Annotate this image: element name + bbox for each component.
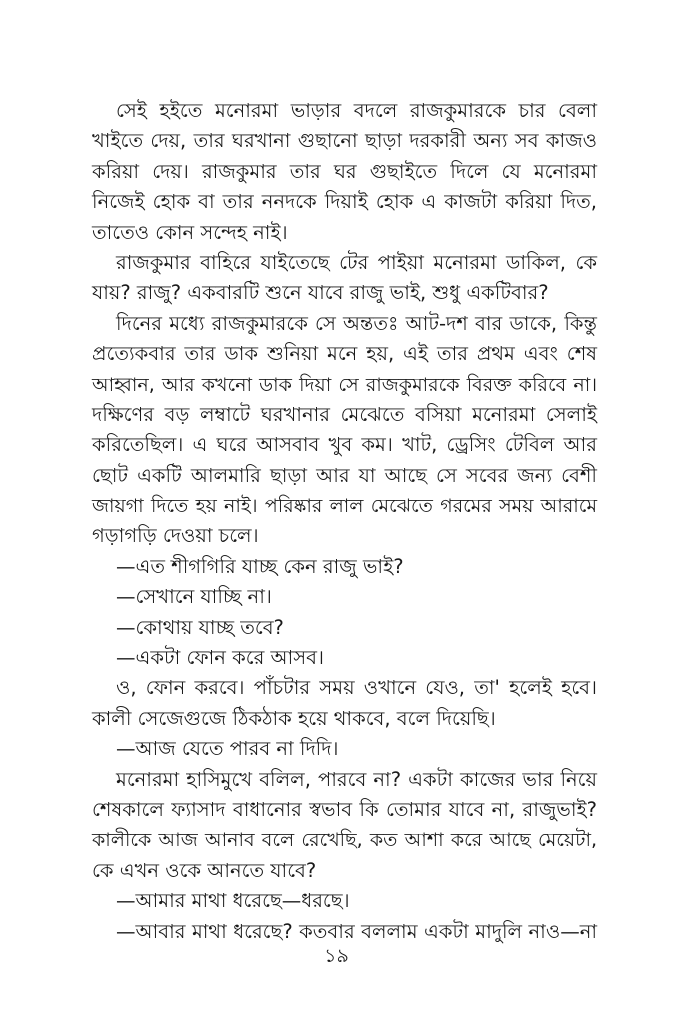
text-line: শেষকালে ফ্যাসাদ বাধানোর স্বভাব কি তোমার যাবে না, রাজুভাই? <box>92 797 597 821</box>
text-line: প্রত্যেকবার তার ডাক শুনিয়া মনে হয়, এই তার প্রথম এবং শেষ <box>92 342 597 366</box>
text-line: সেই হইতে মনোরমা ভাড়ার বদলে রাজকুমারকে চার বেলা <box>116 99 597 122</box>
text-line: করিয়া দেয়। রাজকুমার তার ঘর গুছাইতে দিলে যে মনোরমা <box>92 159 597 183</box>
text-line: —আবার মাথা ধরেছে? কতবার বললাম একটা মাদুলি নাও—না <box>116 919 597 943</box>
text-line: —সেখানে যাচ্ছি না। <box>116 585 272 609</box>
text-line: তাতেও কোন সন্দেহ নাই। <box>92 220 288 244</box>
text-line: কালীকে আজ আনাব বলে রেখেছি, কত আশা করে আছে মেয়েটা, <box>92 829 597 852</box>
text-line: ছোট একটি আলমারি ছাড়া আর যা আছে সে সবের জন্য বেশী <box>92 463 597 487</box>
text-line: গড়াগড়ি দেওয়া চলে। <box>92 524 259 548</box>
text-line: কালী সেজেগুজে ঠিকঠাক হয়ে থাকবে, বলে দিয়েছি। <box>92 706 496 730</box>
text-line: জায়গা দিতে হয় নাই। পরিষ্কার লাল মেঝেতে গরমের সময় আরামে <box>92 495 597 518</box>
text-line: —কোথায় যাচ্ছ তবে? <box>116 615 284 639</box>
text-line: নিজেই হোক বা তার ননদকে দিয়াই হোক এ কাজটা করিয়া দিত, <box>92 190 597 214</box>
text-line: খাইতে দেয়, তার ঘরখানা গুছানো ছাড়া দরকারী অন্য সব কাজও <box>92 129 597 153</box>
text-line: —আজ যেতে পারব না দিদি। <box>116 737 339 761</box>
text-line: —এত শীগগিরি যাচ্ছ কেন রাজু ভাই? <box>116 554 404 578</box>
text-line: মনোরমা হাসিমুখে বলিল, পারবে না? একটা কাজের ভার নিয়ে <box>116 767 597 791</box>
text-line: রাজকুমার বাহিরে যাইতেছে টের পাইয়া মনোরমা ডাকিল, কে <box>116 250 597 274</box>
text-line: দিনের মধ্যে রাজকুমারকে সে অন্ততঃ আট-দশ বার ডাকে, কিন্তু <box>116 311 597 335</box>
page-number: ১৯ <box>324 945 349 967</box>
text-line: —আমার মাথা ধরেছে—ধরছে। <box>116 889 350 913</box>
text-line: কে এখন ওকে আনতে যাবে? <box>92 858 317 882</box>
text-line: ও, ফোন করবে। পাঁচটার সময় ওখানে যেও, তা' হলেই হবে। <box>116 676 597 700</box>
text-line: যায়? রাজু? একবারটি শুনে যাবে রাজু ভাই, শুধু একটিবার? <box>92 281 549 305</box>
text-line: দক্ষিণের বড় লম্বাটে ঘরখানার মেঝেতে বসিয়া মনোরমা সেলাই <box>92 402 597 426</box>
text-line: করিতেছিল। এ ঘরে আসবাব খুব কম। খাট, ড্রেসিং টেবিল আর <box>92 433 597 457</box>
text-line: আহ্বান, আর কখনো ডাক দিয়া সে রাজকুমারকে বিরক্ত করিবে না। <box>92 373 597 396</box>
text-line: —একটা ফোন করে আসব। <box>116 646 324 670</box>
body-text <box>92 96 597 947</box>
